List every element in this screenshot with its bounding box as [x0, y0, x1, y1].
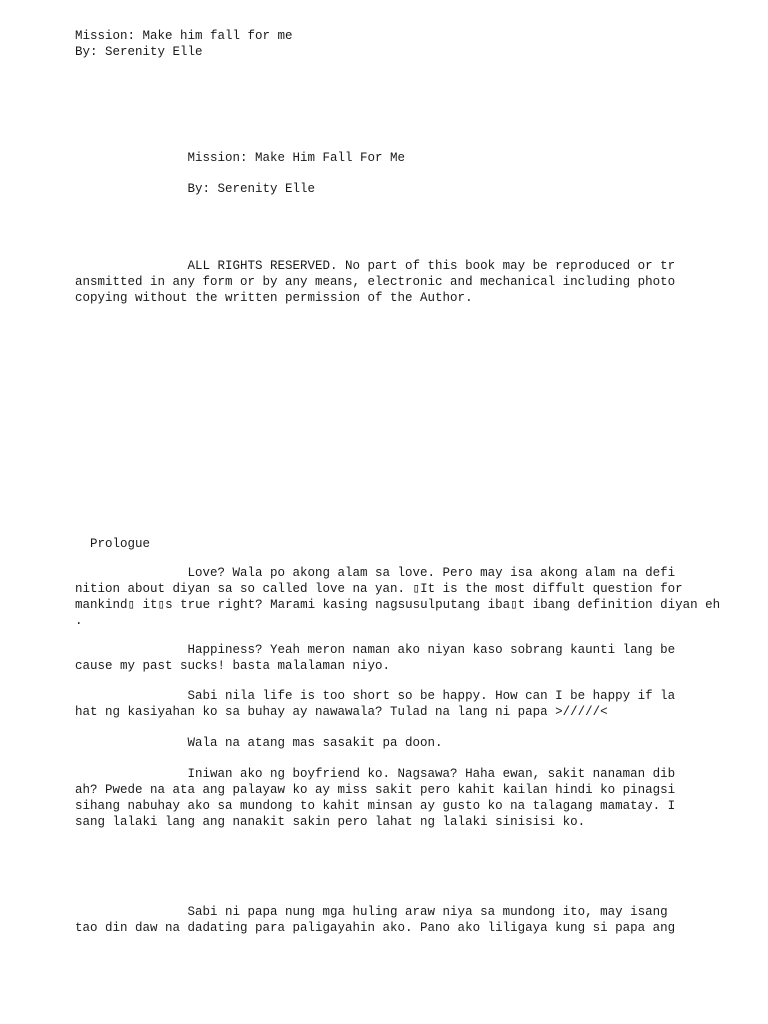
- rights-line-2: ansmitted in any form or by any means, electronic and mechanical including photo: [75, 275, 676, 289]
- paragraph-line: nition about diyan sa so called love na yan. ▯It is the most diffult question for: [75, 582, 683, 596]
- rights-line-1: ALL RIGHTS RESERVED. No part of this book may be reproduced or tr: [75, 259, 676, 273]
- paragraph-line: .: [75, 614, 83, 628]
- paragraph-line: Happiness? Yeah meron naman ako niyan kaso sobrang kaunti lang be: [75, 643, 676, 657]
- prologue-heading: Prologue: [75, 537, 151, 551]
- paragraph-line: sihang nabuhay ako sa mundong to kahit minsan ay gusto ko na talagang mamatay. I: [75, 799, 676, 813]
- paragraph-line: Wala na atang mas sasakit pa doon.: [75, 736, 443, 750]
- paragraph-line: Love? Wala po akong alam sa love. Pero may isa akong alam na defi: [75, 566, 676, 580]
- header-title: Mission: Make him fall for me: [75, 29, 293, 43]
- header-author: By: Serenity Elle: [75, 45, 203, 59]
- paragraph-line: sang lalaki lang ang nanakit sakin pero lahat ng lalaki sinisisi ko.: [75, 815, 586, 829]
- rights-line-3: copying without the written permission of the Author.: [75, 291, 473, 305]
- paragraph-line: mankind▯ it▯s true right? Marami kasing nagsusulputang iba▯t ibang definition diyan eh: [75, 598, 721, 612]
- paragraph-line: hat ng kasiyahan ko sa buhay ay nawawala? Tulad na lang ni papa >/////<: [75, 705, 608, 719]
- book-author: By: Serenity Elle: [75, 182, 316, 196]
- paragraph-line: Sabi ni papa nung mga huling araw niya sa mundong ito, may isang: [75, 905, 668, 919]
- paragraph-line: tao din daw na dadating para paligayahin ako. Pano ako liligaya kung si papa ang: [75, 921, 676, 935]
- paragraph-line: Iniwan ako ng boyfriend ko. Nagsawa? Haha ewan, sakit nanaman dib: [75, 767, 676, 781]
- paragraph-line: cause my past sucks! basta malalaman niyo.: [75, 659, 391, 673]
- book-title: Mission: Make Him Fall For Me: [75, 151, 406, 165]
- paragraph-line: Sabi nila life is too short so be happy. How can I be happy if la: [75, 689, 676, 703]
- paragraph-line: ah? Pwede na ata ang palayaw ko ay miss sakit pero kahit kailan hindi ko pinagsi: [75, 783, 676, 797]
